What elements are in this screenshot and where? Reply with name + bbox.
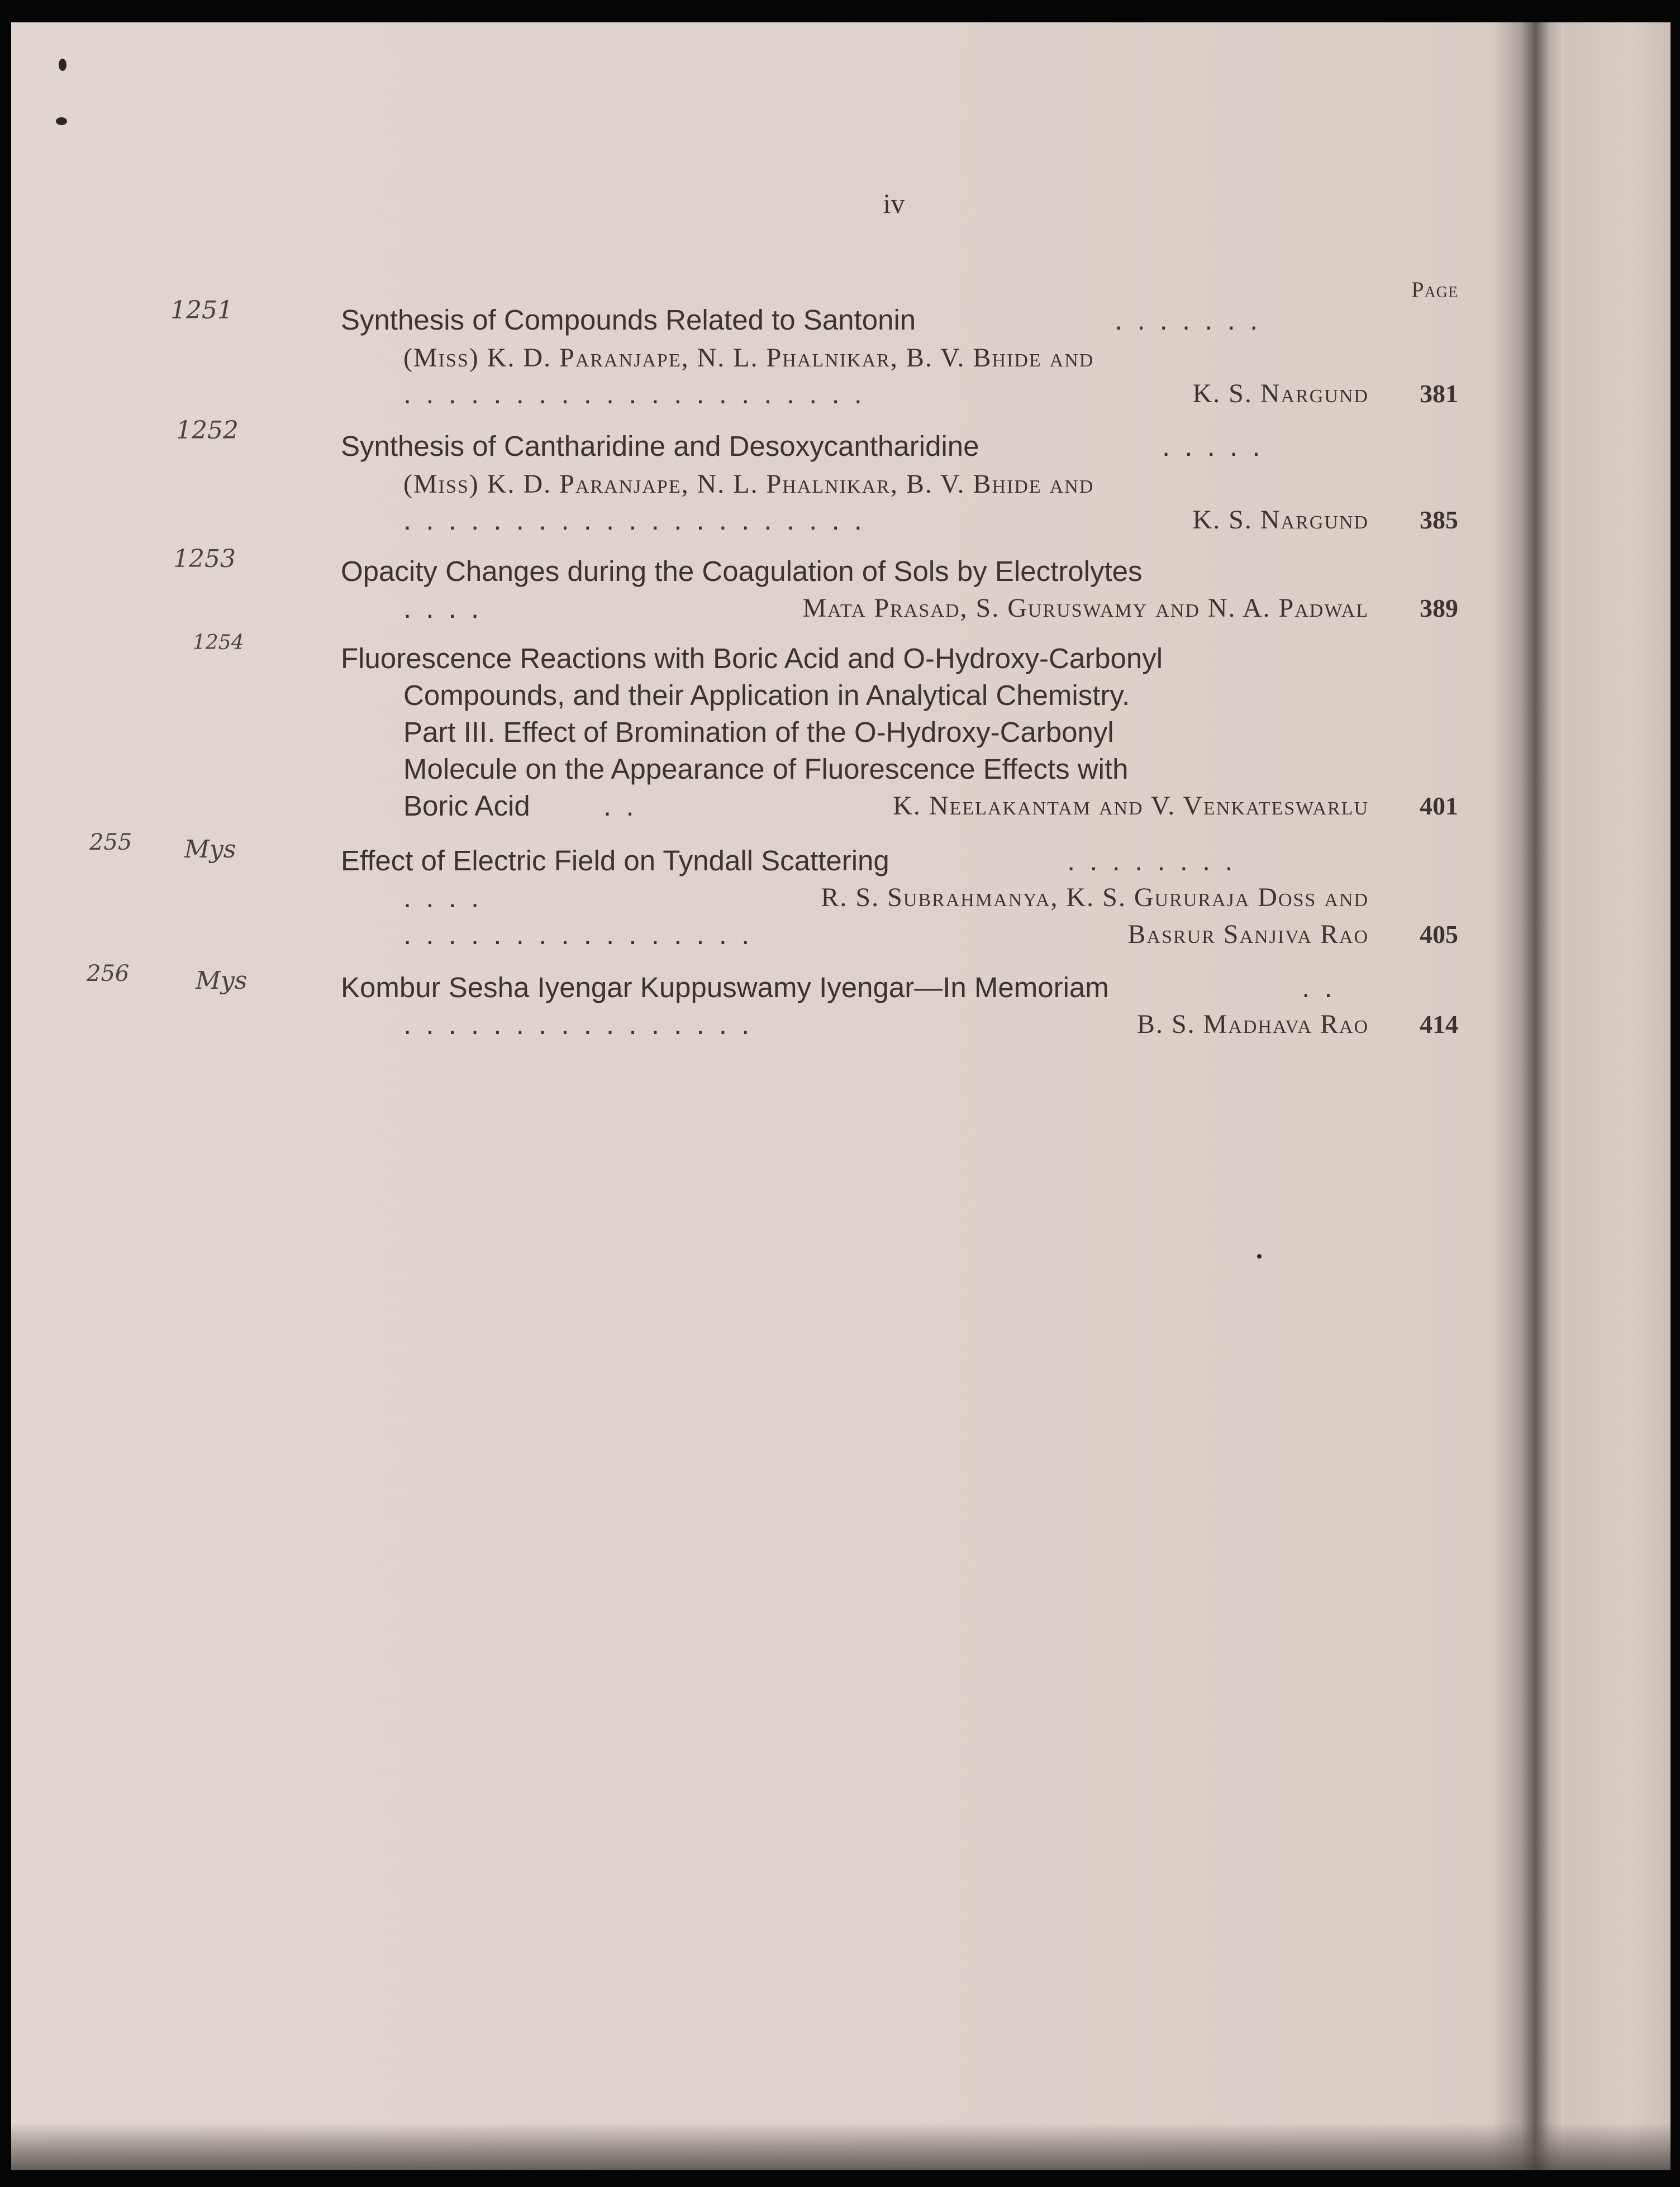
page-column-header: Page bbox=[1411, 277, 1458, 302]
entry-title-line bbox=[341, 842, 1458, 879]
leader-dots: . . . . . . . bbox=[1115, 304, 1262, 336]
entry-authors: Mata Prasad, S. Guruswamy and N. A. Padwal bbox=[802, 593, 1369, 623]
leader-dots: . . . . . . . . . . . . . . . . . . . . . bbox=[403, 504, 865, 536]
entry-page-number: 405 bbox=[1420, 920, 1458, 949]
entry-page-number: 389 bbox=[1420, 594, 1458, 622]
entry-title: Compounds, and their Application in Analytical Chemistry. bbox=[403, 679, 1130, 711]
entry-authors: (Miss) K. D. Paranjape, N. L. Phalnikar, B. V. Bhide and bbox=[403, 469, 1094, 499]
entry-page-number: 401 bbox=[1420, 792, 1458, 820]
entry-authors: (Miss) K. D. Paranjape, N. L. Phalnikar, B. V. Bhide and bbox=[403, 343, 1094, 373]
leader-dots: . . bbox=[1302, 971, 1336, 1003]
entry-authors-line bbox=[341, 788, 1458, 825]
toc-entry bbox=[341, 553, 1458, 627]
entry-authors-line bbox=[341, 465, 1458, 502]
entry-page-number: 381 bbox=[1420, 379, 1458, 408]
entry-page-number: 385 bbox=[1420, 506, 1458, 534]
entry-title-line bbox=[341, 714, 1458, 751]
margin-note: 1254 bbox=[193, 631, 244, 654]
toc-entry bbox=[341, 842, 1458, 953]
leader-dots: . . . . bbox=[403, 882, 483, 913]
leader-dots: . . . . . bbox=[1162, 430, 1264, 462]
speck bbox=[56, 117, 67, 125]
entry-title-line bbox=[341, 969, 1458, 1006]
entry-authors-line bbox=[341, 1006, 1458, 1043]
toc-entry bbox=[341, 428, 1458, 539]
entry-authors-line bbox=[341, 375, 1458, 412]
bottom-shadow bbox=[11, 2123, 1671, 2170]
entry-title-line bbox=[341, 640, 1458, 677]
page-fold-shadow bbox=[1492, 22, 1564, 2170]
page-edge bbox=[1564, 22, 1671, 2170]
margin-note: 1252 bbox=[176, 416, 239, 445]
entry-title: Part III. Effect of Bromination of the O-Hydroxy-Carbonyl bbox=[403, 716, 1114, 748]
entry-authors: Basrur Sanjiva Rao bbox=[1127, 919, 1369, 949]
speck bbox=[59, 59, 66, 71]
margin-note: 255 bbox=[89, 830, 132, 855]
leader-dots: . . . . . . . . . . . . . . . . . . . . . bbox=[403, 378, 865, 409]
toc-entry bbox=[341, 969, 1458, 1043]
entry-authors-line bbox=[341, 339, 1458, 375]
entry-title-line bbox=[341, 302, 1458, 339]
entry-title: Kombur Sesha Iyengar Kuppuswamy Iyengar—In Memoriam bbox=[341, 971, 1109, 1003]
entry-authors: R. S. Subrahmanya, K. S. Gururaja Doss and bbox=[821, 883, 1369, 912]
entry-title-line bbox=[341, 751, 1458, 788]
entry-title: Synthesis of Compounds Related to Santonin bbox=[341, 304, 916, 336]
entry-authors-line bbox=[341, 879, 1458, 916]
leader-dots: . . . . . . . . . . . . . . . . bbox=[403, 918, 753, 950]
entry-authors: K. Neelakantam and V. Venkateswarlu bbox=[893, 791, 1369, 821]
entry-title-line bbox=[341, 428, 1458, 465]
entry-title: Effect of Electric Field on Tyndall Scattering bbox=[341, 845, 889, 876]
leader-dots: . . . . . . . . bbox=[1067, 845, 1236, 876]
entry-authors: K. S. Nargund bbox=[1192, 379, 1369, 408]
page-number: iv bbox=[883, 188, 905, 219]
margin-note: 1253 bbox=[173, 545, 236, 573]
entry-title: Synthesis of Cantharidine and Desoxycantharidine bbox=[341, 430, 979, 462]
entry-title: Fluorescence Reactions with Boric Acid and O-Hydroxy-Carbonyl bbox=[341, 642, 1163, 674]
entry-authors-line bbox=[341, 916, 1458, 953]
toc-entry bbox=[341, 302, 1458, 412]
entry-title-line bbox=[341, 553, 1458, 590]
entry-authors-line bbox=[341, 590, 1458, 627]
entry-title: Boric Acid bbox=[403, 790, 530, 822]
document-page bbox=[11, 22, 1671, 2170]
entry-title: Opacity Changes during the Coagulation of Sols by Electrolytes bbox=[341, 555, 1143, 587]
entry-title: Molecule on the Appearance of Fluorescence Effects with bbox=[403, 753, 1129, 785]
speck bbox=[1257, 1254, 1262, 1259]
leader-dots: . . bbox=[603, 790, 637, 822]
entry-page-number: 414 bbox=[1420, 1010, 1458, 1038]
entry-authors-line bbox=[341, 502, 1458, 539]
margin-note: 1251 bbox=[170, 296, 233, 325]
entry-title-line bbox=[341, 677, 1458, 714]
margin-note: Mys bbox=[184, 835, 236, 864]
margin-note: 256 bbox=[87, 961, 130, 987]
leader-dots: . . . . . . . . . . . . . . . . bbox=[403, 1008, 753, 1040]
entry-authors: B. S. Madhava Rao bbox=[1136, 1009, 1369, 1039]
leader-dots: . . . . bbox=[403, 592, 483, 624]
entry-authors: K. S. Nargund bbox=[1192, 505, 1369, 535]
margin-note: Mys bbox=[196, 966, 248, 995]
toc-entry bbox=[341, 640, 1458, 825]
